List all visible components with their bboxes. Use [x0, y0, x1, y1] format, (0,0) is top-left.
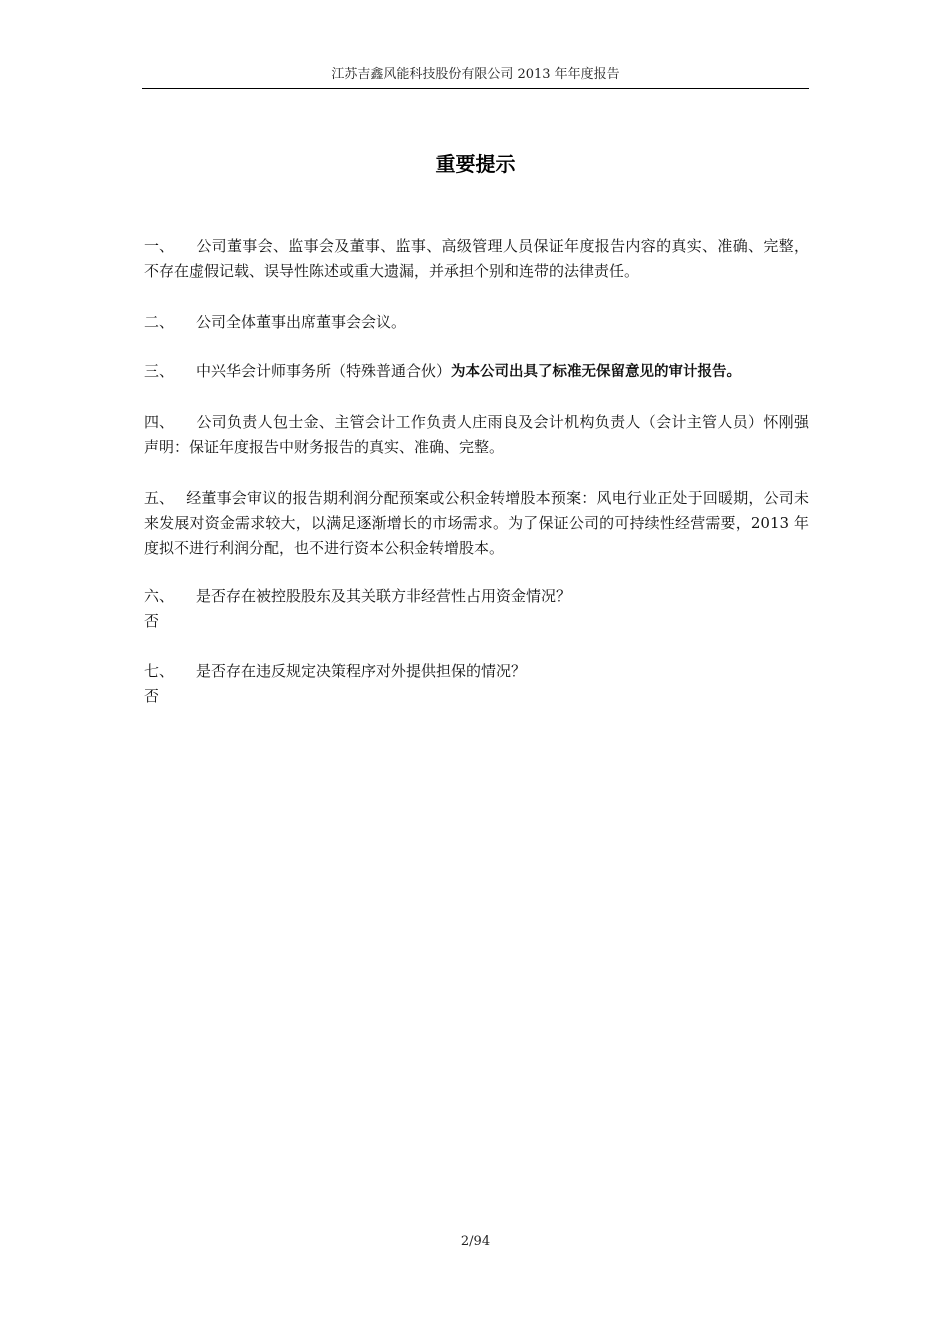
- item-text: 公司董事会、监事会及董事、监事、高级管理人员保证年度报告内容的真实、准确、完整，不存在虚假记载、误导性陈述或重大遗漏，并承担个别和连带的法律责任。: [144, 237, 809, 280]
- section-title: 重要提示: [435, 152, 516, 176]
- item-text: 经董事会审议的报告期利润分配预案或公积金转增股本预案：风电行业正处于回暖期，公司未来发展对资金需求较大，以满足逐渐增长的市场需求。为了保证公司的可持续性经营需要，2013 年度拟不进行利润分配，也不进行资本公积金转增股本。: [144, 489, 809, 557]
- item-text: 公司负责人包士金、主管会计工作负责人庄雨良及会计机构负责人（会计主管人员）怀刚强声明：保证年度报告中财务报告的真实、准确、完整。: [144, 413, 809, 456]
- item-number: 六、: [144, 587, 175, 605]
- item-number: 一、: [144, 237, 175, 255]
- notice-item-6: [144, 584, 809, 634]
- item-number: 三、: [144, 362, 175, 380]
- notice-item-2: [144, 310, 809, 335]
- item-number: 二、: [144, 313, 175, 331]
- item-bold-text: 为本公司出具了标准无保留意见的审计报告。: [451, 364, 742, 380]
- notice-item-3: [144, 359, 809, 385]
- item-answer: 否: [144, 687, 160, 705]
- page-number: 2/94: [460, 1234, 491, 1249]
- item-number: 七、: [144, 662, 175, 680]
- item-number: 五、: [144, 489, 175, 507]
- notice-item-1: [144, 234, 809, 284]
- item-number: 四、: [144, 413, 175, 431]
- item-text: 公司全体董事出席董事会会议。: [196, 313, 407, 331]
- item-text: 是否存在违反规定决策程序对外提供担保的情况？: [196, 662, 527, 680]
- notice-item-4: [144, 410, 809, 460]
- running-header: 江苏吉鑫风能科技股份有限公司 2013 年年度报告: [331, 67, 620, 82]
- notice-item-5: [144, 486, 809, 561]
- item-answer: 否: [144, 612, 160, 630]
- header-divider: [142, 88, 809, 89]
- item-text: 中兴华会计师事务所（特殊普通合伙）: [196, 362, 452, 380]
- item-text: 是否存在被控股股东及其关联方非经营性占用资金情况？: [196, 587, 572, 605]
- notice-item-7: [144, 659, 809, 709]
